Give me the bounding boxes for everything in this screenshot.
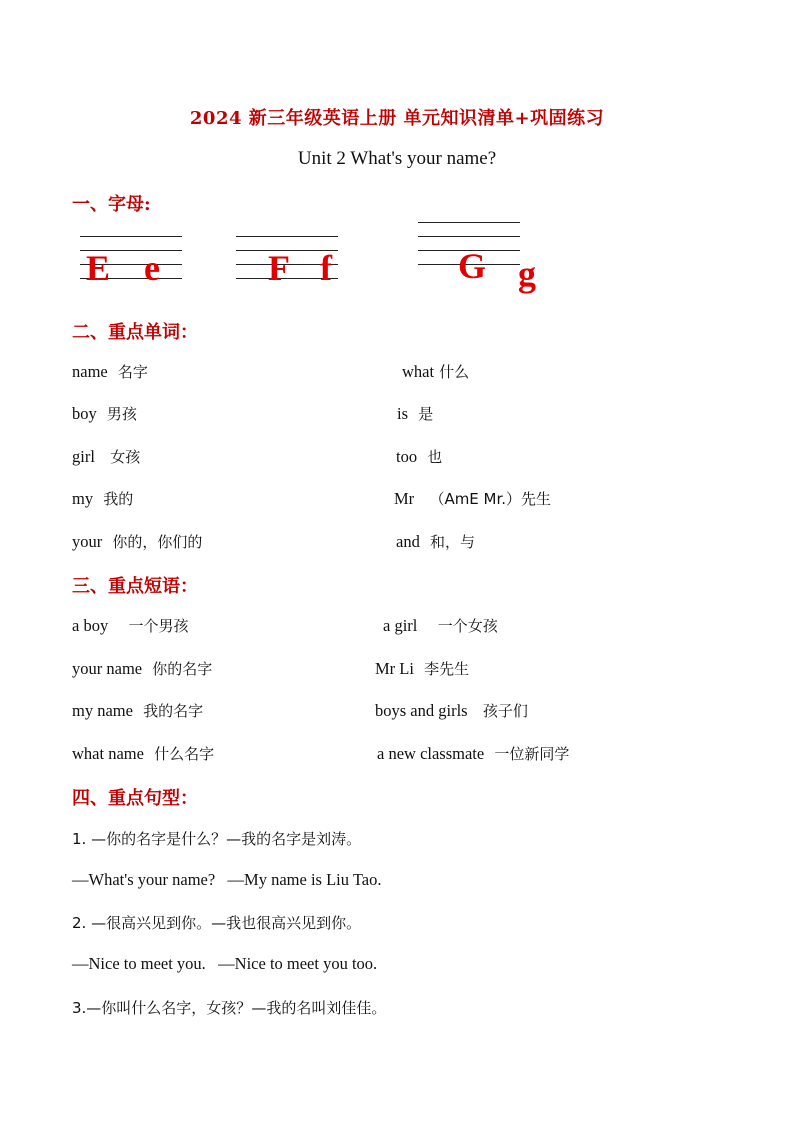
phrase-en: your name [72, 659, 143, 678]
phrase-en: a girl [383, 616, 418, 635]
word-en: Mr [394, 489, 415, 508]
word-en: what [402, 362, 435, 381]
word-zh: 女孩 [110, 448, 141, 466]
word-en: girl [72, 447, 95, 466]
word-item [72, 446, 140, 467]
phrase-en: Mr Li [375, 659, 414, 678]
word-en: your [72, 532, 103, 551]
word-en: is [397, 404, 409, 423]
letter-g-upper: G [458, 246, 487, 286]
phrase-item [72, 743, 214, 764]
document-title: 2024 新三年级英语上册 单元知识清单+巩固练习 [189, 108, 605, 129]
phrase-zh: 你的名字 [152, 660, 213, 678]
phrase-zh: 一位新同学 [494, 745, 570, 763]
word-zh: 和，与 [430, 533, 476, 551]
word-item [72, 488, 133, 509]
phrase-en: a new classmate [377, 744, 485, 763]
phrase-zh: 我的名字 [143, 702, 204, 720]
word-item [394, 488, 551, 509]
phrase-item [383, 615, 498, 636]
phrase-en: boys and girls [375, 701, 468, 720]
letter-g-lower: g [518, 254, 536, 294]
sentence-line: —What's your name? —My name is Liu Tao. [72, 870, 382, 889]
phrase-item [375, 700, 528, 721]
word-zh: 名字 [117, 363, 148, 381]
sentence-line: 1. —你的名字是什么？—我的名字是刘涛。 [72, 830, 362, 848]
phrase-en: what name [72, 744, 144, 763]
letter-f-writing-lines [236, 230, 338, 288]
letter-f-lower: f [320, 248, 332, 288]
word-zh: 也 [427, 448, 443, 466]
phrase-en: a boy [72, 616, 109, 635]
writing-line [236, 236, 338, 237]
letters-heading: 一、字母: [72, 194, 151, 215]
phrases-heading: 三、重点短语： [72, 576, 198, 597]
word-en: and [396, 532, 420, 551]
letter-g-writing-lines [418, 220, 550, 292]
phrase-item [72, 615, 189, 636]
phrase-zh: 一个男孩 [128, 617, 189, 635]
phrase-item [375, 658, 469, 679]
word-zh: 男孩 [106, 405, 137, 423]
letter-e-lower: e [144, 248, 160, 288]
word-item [72, 531, 202, 552]
writing-line [418, 222, 520, 223]
word-zh: 什么 [439, 363, 470, 381]
word-en: too [396, 447, 418, 466]
sentence-line: 3.—你叫什么名字，女孩？—我的名叫刘佳佳。 [72, 999, 387, 1017]
word-en: name [72, 362, 108, 381]
phrase-zh: 孩子们 [482, 702, 528, 720]
word-item [402, 361, 469, 382]
sentence-line: —Nice to meet you. —Nice to meet you too. [72, 954, 378, 973]
word-zh: 你的，你们的 [112, 533, 203, 551]
writing-line [80, 236, 182, 237]
sentence-line: 2. —很高兴见到你。—我也很高兴见到你。 [72, 914, 362, 932]
word-item [396, 446, 442, 467]
word-en: my [72, 489, 94, 508]
sentences-heading: 四、重点句型： [72, 788, 198, 809]
word-item [72, 403, 137, 424]
writing-line [418, 236, 520, 237]
phrase-zh: 一个女孩 [437, 617, 498, 635]
word-zh: （AmE Mr.）先生 [429, 490, 552, 508]
phrase-en: my name [72, 701, 133, 720]
word-zh: 我的 [103, 490, 134, 508]
words-heading: 二、重点单词： [72, 322, 198, 343]
letter-e-upper: E [86, 248, 111, 288]
word-zh: 是 [418, 405, 434, 423]
phrase-item [72, 658, 212, 679]
word-item [396, 531, 475, 552]
phrase-zh: 李先生 [424, 660, 470, 678]
word-item [72, 361, 148, 382]
letter-e-writing-lines [80, 230, 182, 288]
word-en: boy [72, 404, 97, 423]
word-item [397, 403, 433, 424]
letter-f-upper: F [268, 248, 290, 288]
phrase-item [377, 743, 569, 764]
phrase-item [72, 700, 203, 721]
unit-subtitle: Unit 2 What's your name? [297, 148, 497, 169]
phrase-zh: 什么名字 [154, 745, 215, 763]
